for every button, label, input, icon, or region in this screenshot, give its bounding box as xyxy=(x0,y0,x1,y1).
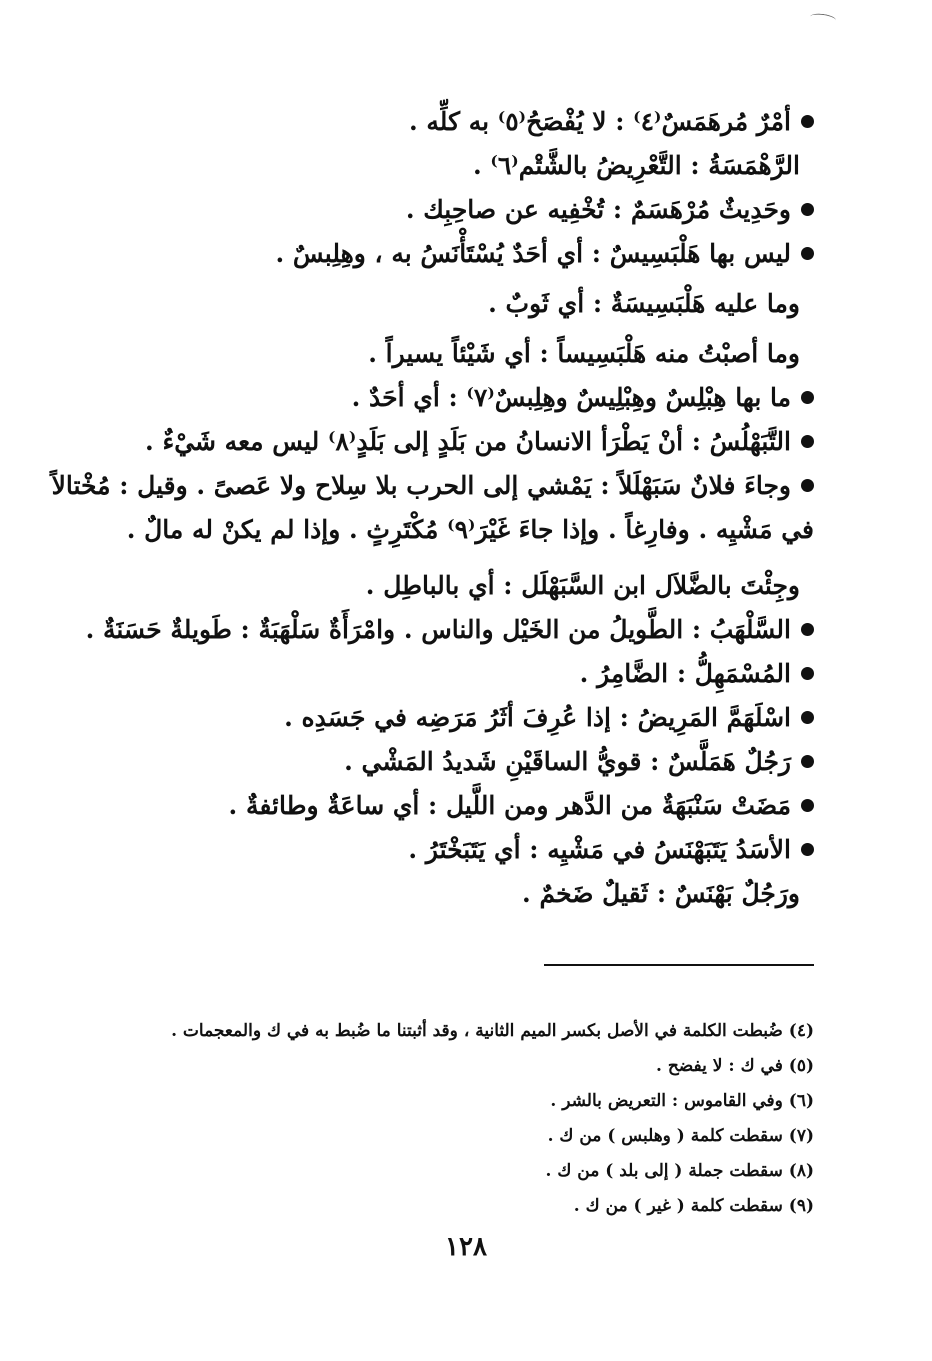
entry-line xyxy=(110,828,814,872)
footnotes xyxy=(100,1014,814,1224)
entry-line xyxy=(110,332,814,376)
bullet-icon xyxy=(801,623,814,636)
entry-text: اسْلَهَمَّ المَرِيضُ : إذا عُرِفَ أثَرُ مَرَضِه في جَسَدِه . xyxy=(284,703,791,732)
entry-line xyxy=(110,872,814,916)
main-text xyxy=(51,100,814,916)
entry-text: وما عليه هَلْبَسِيسَةٌ : أي ثَوبٌ . xyxy=(488,289,800,318)
entry-line xyxy=(110,420,814,464)
bullet-icon xyxy=(801,711,814,724)
footnote: (٦) وفي القاموس : التعريض بالشر . xyxy=(550,1091,814,1111)
entry-line xyxy=(110,100,814,144)
entry-line xyxy=(110,188,814,232)
bullet-icon xyxy=(801,479,814,492)
entry-text: وما أصبْتُ منه هَلْبَسِيساً : أي شَيْئاً يسيراً . xyxy=(368,339,800,368)
entry-text: الرَّهْمَسَةُ : التَّعْرِيضُ بالشَّتْم⁽٦⁾ . xyxy=(472,151,800,180)
bullet-icon xyxy=(801,247,814,260)
entry-text: وجاءَ فلانٌ سَبَهْلَلاً : يَمْشي إلى الحرب بلا سِلاح ولا عَصىً . وقيل : مُخْتالاً xyxy=(51,471,791,500)
entry-line xyxy=(110,784,814,828)
entry-text: التَّبَهْلُسُ : أنْ يَطْرَأ الانسانُ من بَلَدٍ إلى بَلَدٍ⁽٨⁾ ليس معه شَيْءٌ . xyxy=(145,427,791,456)
entry-text: وجِئْتَ بالضَّلاَل ابن السَّبَهْلَل : أي بالباطِل . xyxy=(365,571,800,600)
entry-text: في مَشْيِه . وفارِغاً . وإذا جاءَ غَيْرَ⁽٩⁾ مُكْتَرِثٍ . وإذا لم يكنْ له مالٌ . xyxy=(126,515,814,544)
bullet-icon xyxy=(801,843,814,856)
entry-line-continuation xyxy=(28,508,814,552)
footnote: (٥) في ك : لا يفضح . xyxy=(656,1056,814,1076)
corner-mark xyxy=(810,12,837,25)
entry-text: ما بها هِبْلِسٌ وهِبْلِيسٌ وهِلِبسٌ⁽٧⁾ : أي أحَدٌ . xyxy=(351,383,791,412)
entry-text: مَضَتْ سَنْبَهَةٌ من الدَّهر ومن اللَّيل : أي ساعَةٌ وطائفةٌ . xyxy=(228,791,791,820)
entry-text: الأسَدُ يَتَبَهْنَسُ في مَشْيِه : أي يَتَبَخْتَرُ . xyxy=(408,835,791,864)
entry-line xyxy=(85,608,814,652)
footnote: (٧) سقطت كلمة ( وهلبس ) من ك . xyxy=(547,1126,814,1146)
footnote: (٨) سقطت جملة ( إلى بلد ) من ك . xyxy=(545,1161,814,1181)
bullet-icon xyxy=(801,799,814,812)
bullet-icon xyxy=(801,391,814,404)
page-number: ١٢٨ xyxy=(445,1232,487,1262)
entry-line xyxy=(110,696,814,740)
entry-line xyxy=(110,564,814,608)
bullet-icon xyxy=(801,435,814,448)
entry-line xyxy=(110,376,814,420)
entry-line xyxy=(28,464,814,508)
footnote: (٤) ضُبطت الكلمة في الأصل بكسر الميم الثانية ، وقد أثبتنا ما ضُبط به في ك والمعجمات . xyxy=(171,1021,814,1041)
bullet-icon xyxy=(801,203,814,216)
entry-text: السَّلْهَبُ : الطَّويلُ من الخَيْل والناس . وامْرَأَةٌ سَلْهَبَةٌ : طَويلةٌ حَسَنَةٌ . xyxy=(85,615,791,644)
entry-line xyxy=(110,144,814,188)
bullet-icon xyxy=(801,667,814,680)
footnote-separator xyxy=(544,964,814,966)
bullet-icon xyxy=(801,115,814,128)
entry-line xyxy=(110,652,814,696)
bullet-icon xyxy=(801,755,814,768)
entry-text: رَجُلٌ هَمَلَّسٌ : قويُّ الساقَيْنِ شَديدُ المَشْي . xyxy=(344,747,791,776)
entry-line xyxy=(110,740,814,784)
footnote: (٩) سقطت كلمة ( غير ) من ك . xyxy=(573,1196,814,1216)
entry-text: المُسْمَهِلُّ : الضَّامِرُ . xyxy=(579,659,791,688)
entry-line xyxy=(110,232,814,276)
entry-text: ليس بها هَلْبَسِيسٌ : أي أحَدٌ يُسْتَأْنَسُ به ، وهِلِبسٌ . xyxy=(275,239,791,268)
entry-text: وحَدِيثٌ مُرْهَسَمٌ : تُخْفِيه عن صاحِبِك . xyxy=(405,195,791,224)
entry-text: ورَجُلٌ بَهْنَسٌ : ثَقيلٌ ضَخمٌ . xyxy=(522,879,800,908)
entry-text: أمْرٌ مُرهَمَسٌ⁽٤⁾ : لا يُفْصَحُ⁽٥⁾ به كلِّه . xyxy=(409,107,791,136)
entry-line xyxy=(110,282,814,326)
